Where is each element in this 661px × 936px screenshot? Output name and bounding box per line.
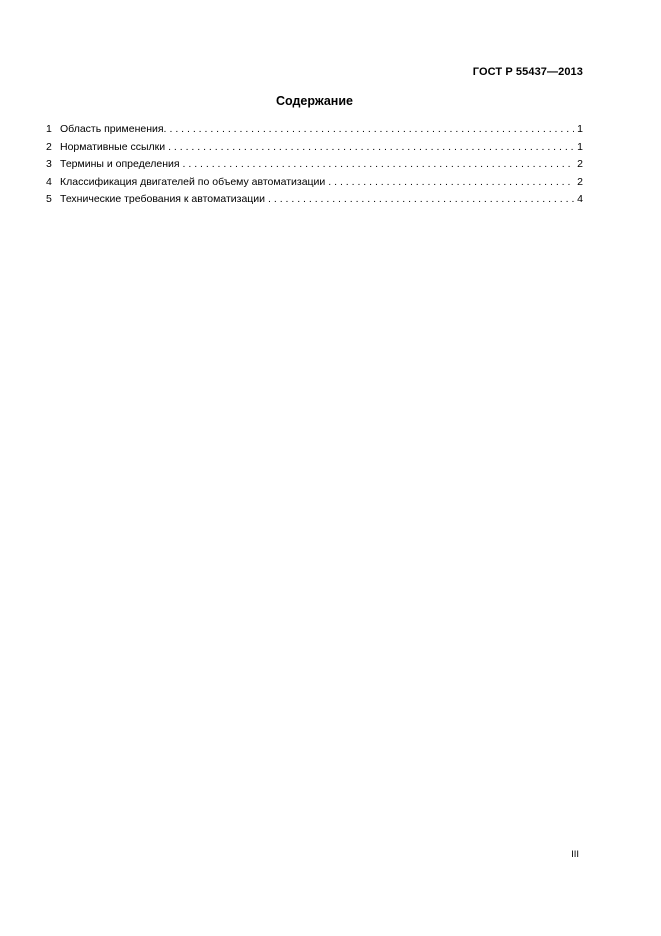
toc-dot-leader bbox=[183, 156, 574, 174]
toc-item-page: 1 bbox=[577, 123, 583, 135]
toc-dot-leader bbox=[168, 139, 574, 157]
document-code: ГОСТ Р 55437—2013 bbox=[472, 66, 583, 78]
toc-title: Содержание bbox=[275, 94, 353, 108]
toc-item[interactable] bbox=[46, 121, 583, 139]
toc-item[interactable] bbox=[46, 191, 583, 209]
toc-item[interactable] bbox=[46, 174, 583, 192]
toc-item-number: 1 bbox=[46, 123, 52, 135]
page-number: III bbox=[571, 849, 579, 860]
toc-item-page: 2 bbox=[577, 158, 583, 170]
toc-item[interactable] bbox=[46, 156, 583, 174]
toc-item-number: 4 bbox=[46, 175, 52, 188]
toc-item-number: 2 bbox=[46, 140, 52, 153]
toc-dot-leader bbox=[169, 121, 574, 139]
table-of-contents bbox=[46, 121, 583, 209]
toc-item-page: 2 bbox=[577, 175, 583, 188]
toc-item-title: Классификация двигателей по объему автоматизации bbox=[60, 175, 326, 188]
toc-dot-leader bbox=[328, 174, 574, 192]
toc-item-title: Термины и определения bbox=[60, 158, 180, 170]
toc-item-title: Область применения. bbox=[60, 123, 167, 135]
toc-item-title: Нормативные ссылки bbox=[60, 140, 166, 153]
toc-item-title: Технические требования к автоматизации bbox=[60, 193, 266, 205]
toc-item-number: 5 bbox=[46, 193, 52, 205]
toc-item[interactable] bbox=[46, 139, 583, 157]
toc-item-number: 3 bbox=[46, 158, 52, 170]
toc-dot-leader bbox=[268, 191, 574, 209]
toc-item-page: 4 bbox=[577, 193, 583, 205]
toc-item-page: 1 bbox=[577, 140, 583, 153]
